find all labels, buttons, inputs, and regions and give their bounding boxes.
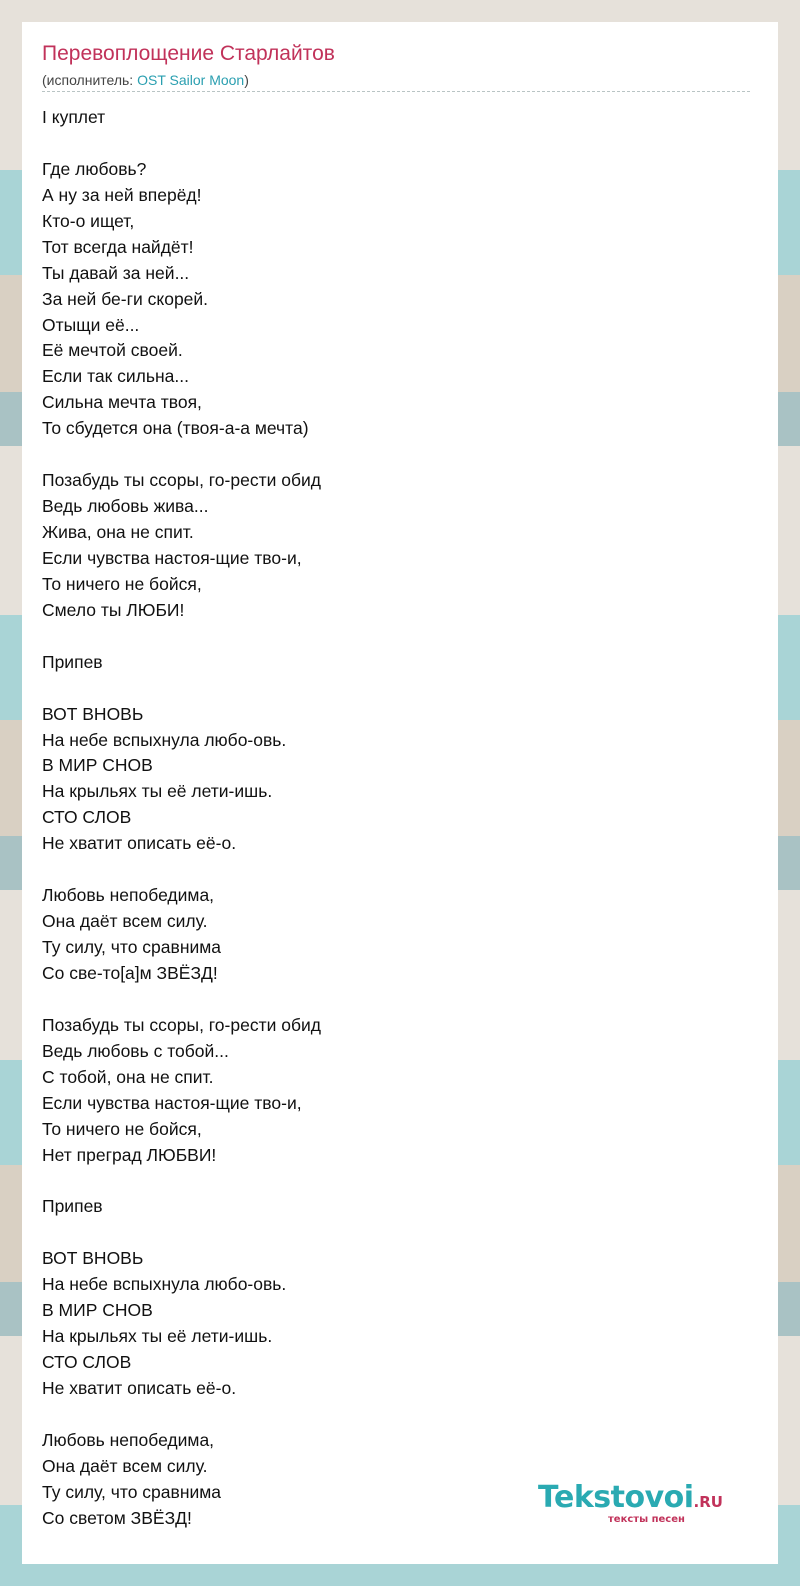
artist-prefix: (исполнитель:	[42, 72, 138, 88]
lyric-line: Со све-то[а]м ЗВЁЗД!	[42, 962, 218, 983]
lyric-line: Её мечтой своей.	[42, 340, 183, 361]
lyric-line: Если чувства настоя-щие тво-и,	[42, 547, 302, 568]
lyric-line: Где любовь?	[42, 158, 147, 179]
lyric-line: С тобой, она не спит.	[42, 1066, 214, 1087]
lyric-line	[42, 987, 321, 1013]
lyric-line: Если так сильна...	[42, 366, 189, 387]
lyric-line: То ничего не бойся,	[42, 1118, 202, 1139]
lyric-line: СТО СЛОВ	[42, 1352, 132, 1372]
lyric-line	[42, 442, 321, 468]
lyric-line: Она даёт всем силу.	[42, 911, 208, 932]
lyric-line: I куплет	[42, 107, 106, 127]
lyric-line: Любовь непобедима,	[42, 1429, 215, 1450]
lyric-line	[42, 857, 321, 883]
lyric-line: То ничего не бойся,	[42, 573, 202, 594]
lyric-line: Отыщи её...	[42, 314, 140, 335]
lyric-line: Припев	[42, 651, 103, 672]
lyric-line: Не хватит описать её-о.	[42, 1377, 237, 1398]
lyric-line	[42, 624, 321, 650]
lyric-line: Позабудь ты ссоры, го-рести обид	[42, 470, 321, 491]
lyric-line: Тот всегда найдёт!	[42, 236, 194, 257]
lyric-line: СТО СЛОВ	[42, 807, 132, 828]
lyric-line: Смело ты ЛЮБИ!	[42, 599, 185, 620]
lyric-line: Ведь любовь жива...	[42, 496, 209, 517]
lyric-line: В МИР СНОВ	[42, 1300, 153, 1321]
lyric-line: А ну за ней вперёд!	[42, 184, 202, 205]
lyric-line: Позабудь ты ссоры, го-рести обид	[42, 1014, 321, 1035]
lyric-line: Жива, она не спит.	[42, 522, 194, 542]
lyric-line: На небе вспыхнула любо-овь.	[42, 1274, 287, 1295]
lyric-line: То сбудется она (твоя-а-а мечта)	[42, 418, 309, 439]
song-title: Перевоплощение Старлайтов	[42, 42, 335, 65]
lyric-line: Припев	[42, 1196, 103, 1217]
lyric-line: Она даёт всем силу.	[42, 1455, 208, 1476]
lyric-line: Не хватит описать её-о.	[42, 833, 237, 854]
lyric-line: Ту силу, что сравнима	[42, 1481, 222, 1502]
lyric-line: На крыльях ты её лети-ишь.	[42, 1326, 273, 1347]
artist-link[interactable]: OST Sailor Moon	[137, 72, 245, 88]
lyric-line: За ней бе-ги скорей.	[42, 288, 209, 309]
lyric-line: Ту силу, что сравнима	[42, 937, 222, 957]
lyric-line	[42, 1402, 321, 1428]
logo-brand: Tekstovoi	[538, 1480, 694, 1515]
site-logo[interactable]	[538, 1480, 723, 1525]
logo-tagline: тексты песен	[608, 1514, 685, 1525]
lyric-line	[42, 676, 321, 702]
lyric-line: ВОТ ВНОВЬ	[42, 703, 144, 724]
lyric-line	[42, 131, 321, 157]
logo-tld: .RU	[693, 1493, 723, 1511]
lyric-line: Кто-о ищет,	[42, 210, 135, 231]
artist-suffix: )	[244, 72, 249, 88]
lyric-line: ВОТ ВНОВЬ	[42, 1248, 144, 1269]
lyric-line: Если чувства настоя-щие тво-и,	[42, 1092, 302, 1113]
lyric-line: Сильна мечта твоя,	[42, 392, 202, 413]
lyric-line: На крыльях ты её лети-ишь.	[42, 781, 273, 802]
lyric-line: Любовь непобедима,	[42, 885, 215, 906]
title-divider	[42, 91, 750, 92]
lyric-line	[42, 1168, 321, 1194]
lyrics-card	[22, 22, 778, 1564]
lyric-line: Ты давай за ней...	[42, 262, 190, 283]
lyric-line: Нет преград ЛЮБВИ!	[42, 1144, 217, 1165]
lyrics-text	[42, 105, 321, 1532]
artist-line	[42, 72, 249, 88]
lyric-line: Со светом ЗВЁЗД!	[42, 1507, 192, 1528]
lyric-line: В МИР СНОВ	[42, 755, 153, 776]
lyric-line: Ведь любовь с тобой...	[42, 1040, 229, 1061]
lyric-line	[42, 1220, 321, 1246]
lyric-line: На небе вспыхнула любо-овь.	[42, 729, 287, 750]
